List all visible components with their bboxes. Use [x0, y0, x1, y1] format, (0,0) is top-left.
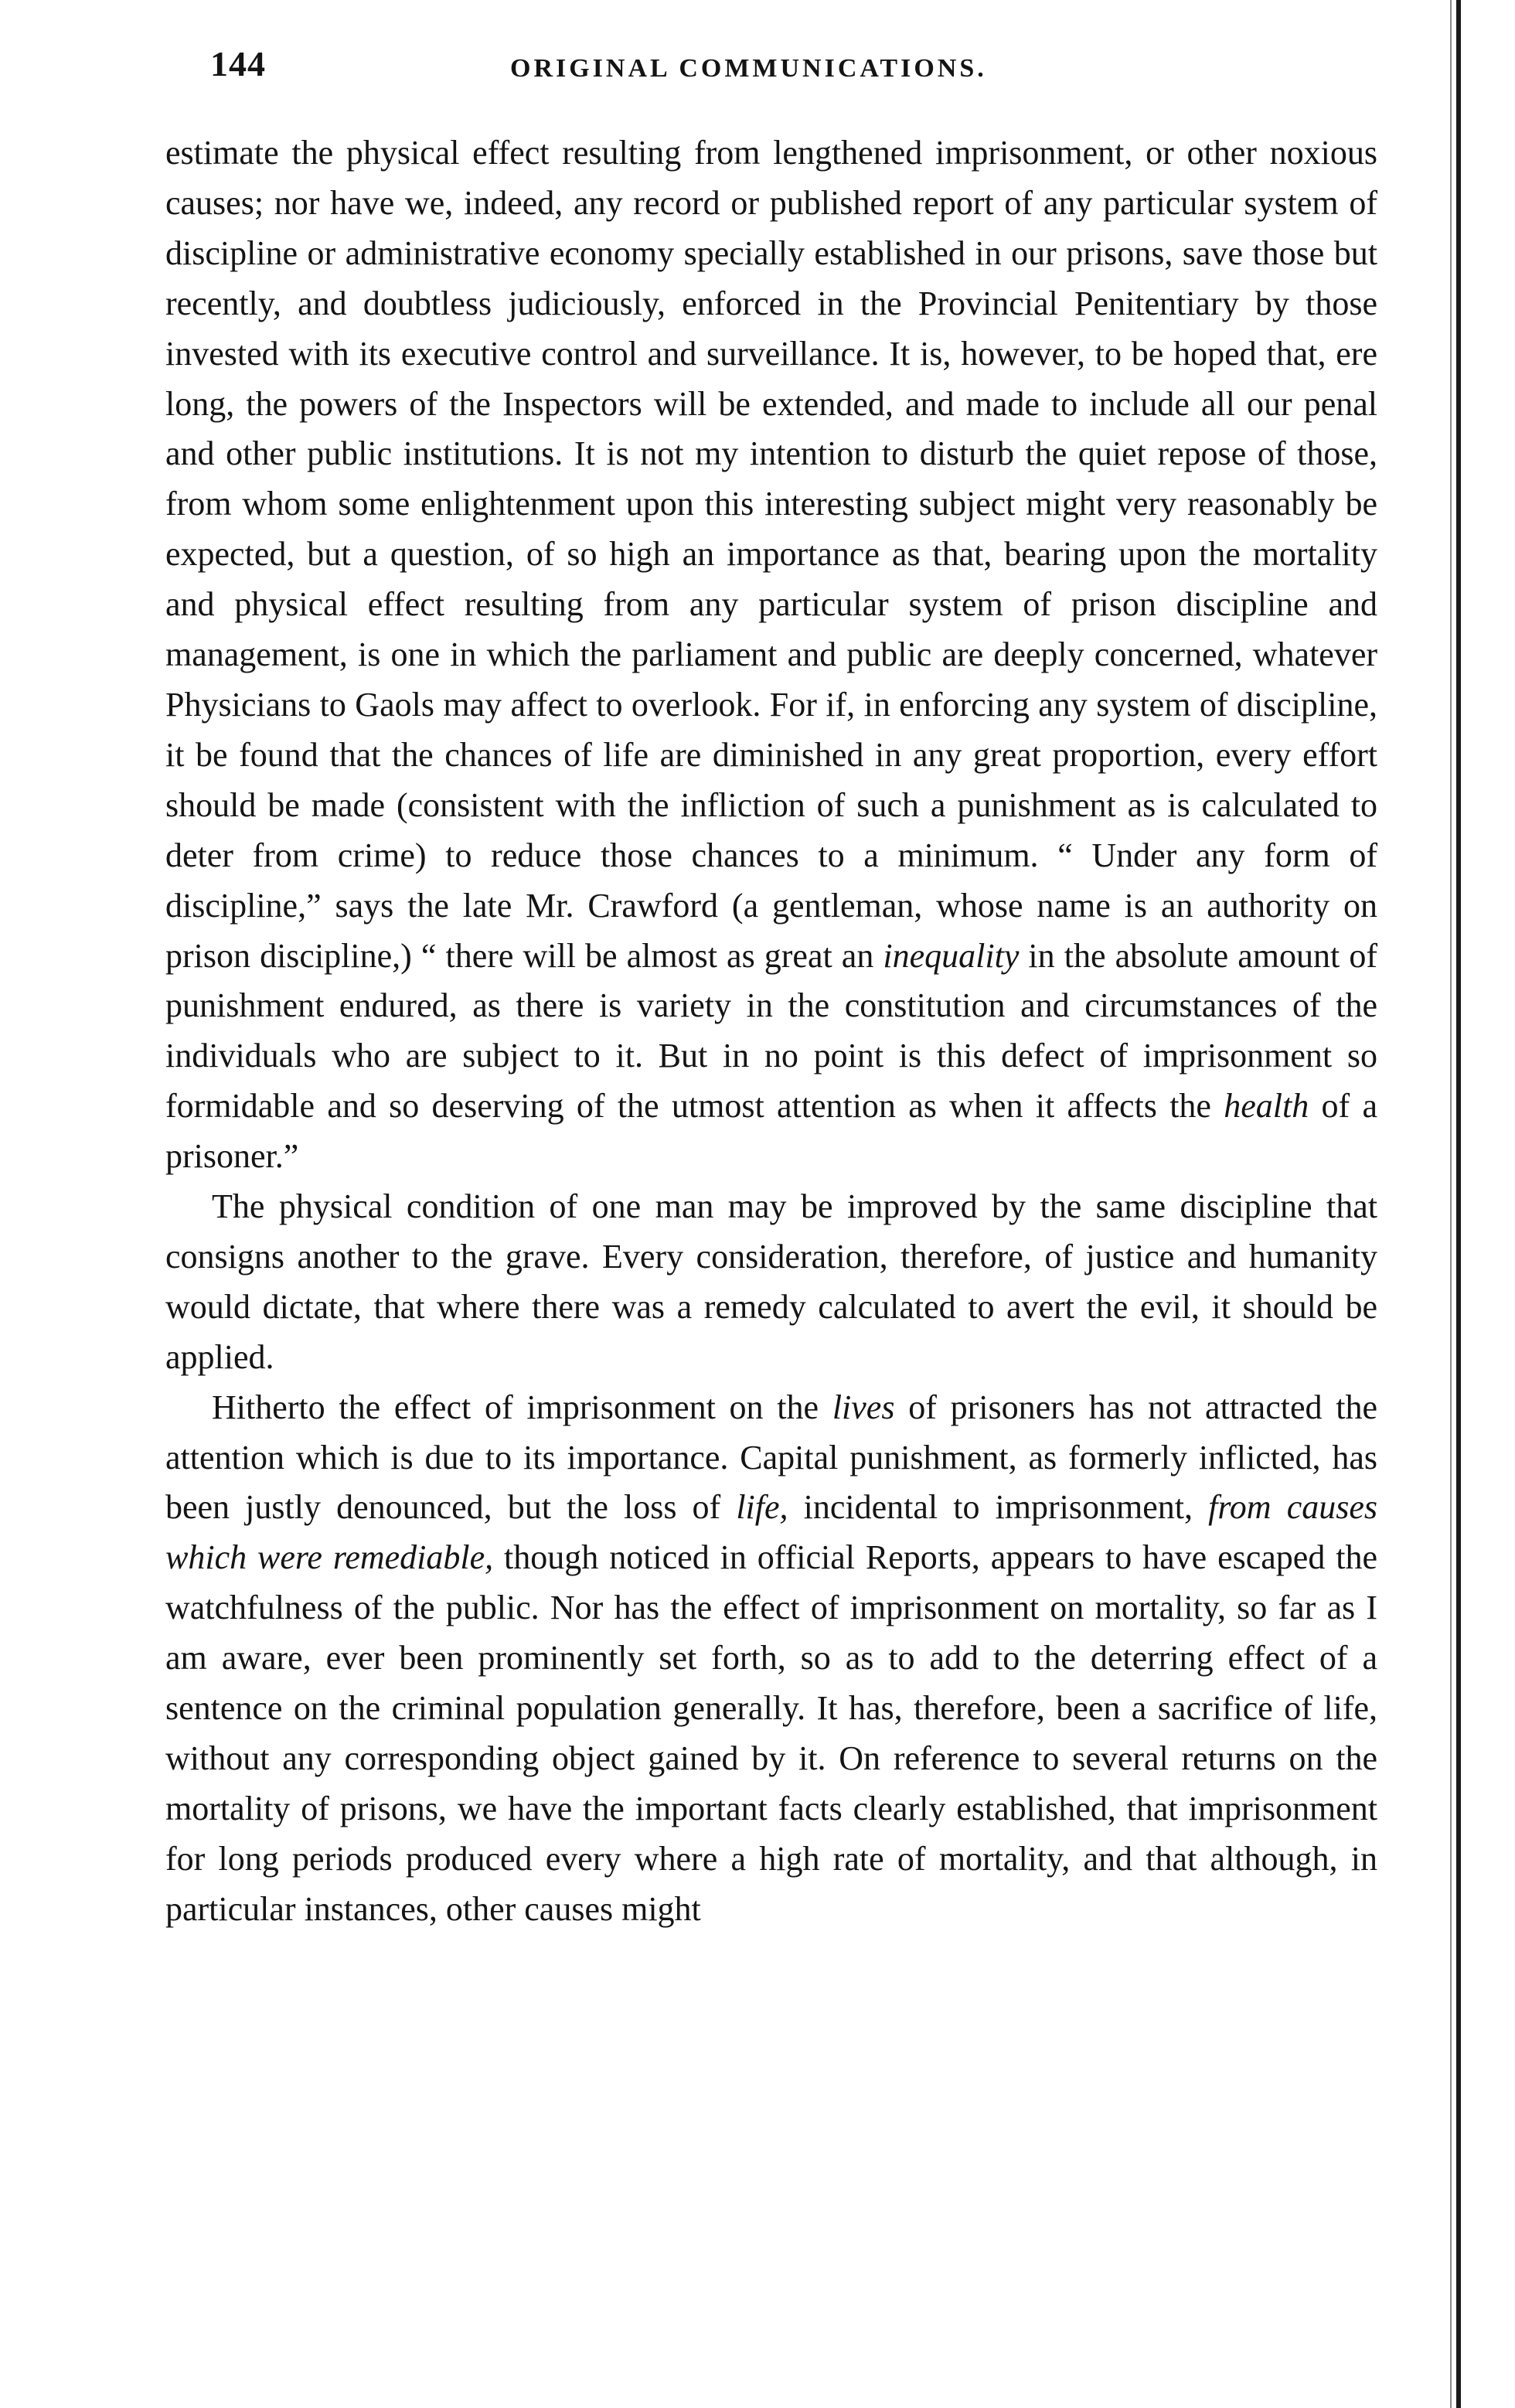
paragraph — [165, 1182, 1377, 1383]
text-run: of prisoners has not attracted the attention which is due to its importance. Capital punishment, as formerly inflicted, has been justly denounced, but the loss of — [165, 1388, 1377, 1527]
text-run: in the absolute amount of punishment endured, as there is variety in the constitution and circumstances of the individuals who are subject to it. But in no point is this defect of imprisonment so formidable and so deserving of the utmost attention as when it affects the — [165, 936, 1377, 1126]
text-run: The physical condition of one man may be improved by the same discipline that consigns another to the grave. Every consideration, therefore, of justice and humanity would dictate, that where there was a remedy calculated to avert the evil, it should be applied. — [165, 1187, 1377, 1376]
running-head-title: ORIGINAL COMMUNICATIONS. — [510, 54, 987, 83]
italic-run: lives — [832, 1388, 895, 1426]
text-run: incidental to imprisonment, — [788, 1488, 1209, 1527]
page-number: 144 — [210, 44, 266, 83]
binding-edge-line — [1456, 0, 1461, 2408]
italic-run: health — [1224, 1087, 1309, 1126]
paragraph — [165, 1383, 1377, 1935]
paragraph — [165, 128, 1377, 1182]
text-run: estimate the physical effect resulting from lengthened imprisonment, or other noxious causes; nor have we, indeed, any record or published report of any particular system of discipline or administrative economy specially established in our prisons, save those but recently, and doubtless judiciously, enforced in the Provincial Penitentiary by those invested with its executive control and surveillance. It is, however, to be hoped that, ere long, the powers of the Inspectors will be extended, and made to include all our penal and other public institutions. It is not my intention to disturb the quiet repose of those, from whom some enlightenment upon this interesting subject might very reasonably be expected, but a question, of so high an importance as that, bearing upon the mortality and physical effect resulting from any particular system of prison discipline and management, is one in which the parliament and public are deeply concerned, whatever Physicians to Gaols may affect to overlook. For if, in enforcing any system of discipline, it be found that the chances of life are diminished in any great proportion, every effort should be made (consistent with the infliction of such a punishment as is calculated to deter from crime) to reduce those chances to a minimum. “ Under any form of discipline,” says the late Mr. Crawford (a gentleman, whose name is an authority on prison discipline,) “ there will be almost as great an — [165, 134, 1377, 975]
italic-run: from causes which were remediable, — [165, 1488, 1377, 1577]
text-run: though noticed in official Reports, appears to have escaped the watchfulness of the public. Nor has the effect of imprisonment on mortality, so far as I am aware, ever been prominently set forth, so as to add to the deterring effect of a sentence on the criminal population generally. It has, therefore, been a sacrifice of life, without any corresponding object gained by it. On reference to several returns on the mortality of prisons, we have the important facts clearly established, that imprisonment for long periods produced every where a high rate of mortality, and that although, in particular instances, other causes might — [165, 1538, 1377, 1928]
italic-run: inequality — [883, 936, 1020, 975]
italic-run: life, — [736, 1488, 788, 1527]
binding-edge-thin-line — [1450, 0, 1452, 2408]
running-head — [0, 40, 1515, 94]
body-text — [165, 128, 1377, 1935]
text-run: Hitherto the effect of imprisonment on the — [212, 1388, 832, 1426]
text-run: of a prisoner.” — [165, 1087, 1378, 1176]
